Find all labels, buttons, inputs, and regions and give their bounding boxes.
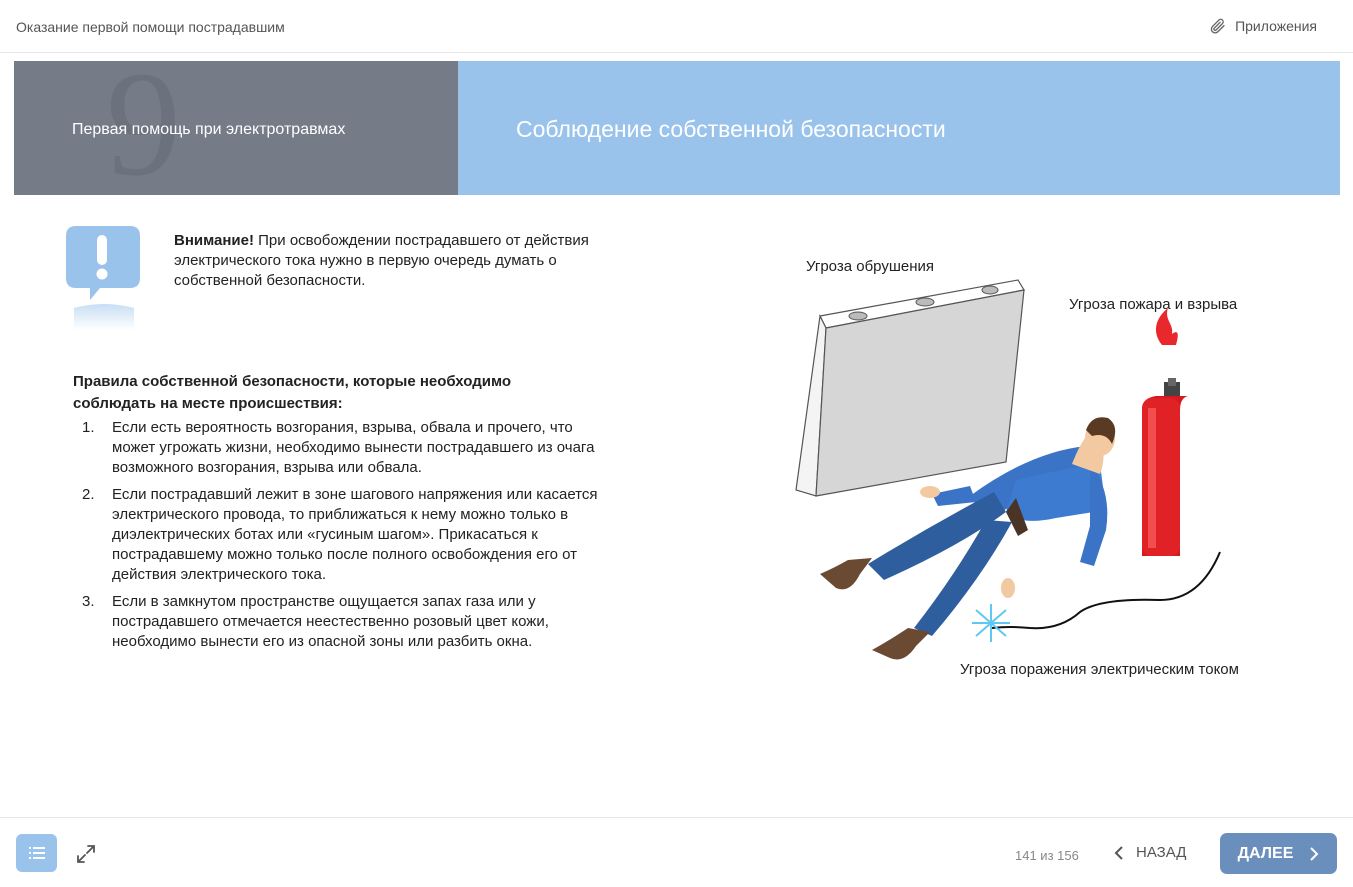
warning-bold: Внимание! [174, 232, 254, 249]
top-bar [0, 0, 1353, 53]
gas-cylinder [1142, 308, 1188, 556]
menu-button[interactable] [16, 834, 57, 872]
paperclip-icon [1209, 17, 1227, 35]
list-item-text: Если в замкнутом пространстве ощущается запах газа или у пострадавшего отмечается неестественно розовый цвет кожи, необходимо вынести его из опасной зоны или разбить окна. [112, 593, 549, 650]
label-fire-threat: Угроза пожара и взрыва [1069, 296, 1238, 313]
bottom-bar [0, 817, 1353, 887]
list-item-text: Если есть вероятность возгорания, взрыва, обвала и прочего, что может угрожать жизни, необходимо вынести пострадавшего из очага возможного возгорания, взрыва или обвала. [112, 419, 595, 476]
warning-text [174, 231, 594, 291]
list-item [73, 418, 618, 478]
course-title: Оказание первой помощи пострадавшим [16, 19, 285, 35]
safety-illustration [780, 250, 1300, 690]
fullscreen-icon[interactable] [76, 844, 96, 864]
chapter-banner [14, 61, 1340, 195]
section-panel [458, 61, 1340, 195]
attachments-button[interactable] [1209, 17, 1317, 35]
back-label: НАЗАД [1136, 844, 1187, 861]
hazard-scene [780, 250, 1300, 690]
label-electric-threat: Угроза поражения электрическим током [960, 661, 1239, 678]
back-button[interactable] [1114, 844, 1186, 861]
chapter-title: Первая помощь при электротравмах [72, 121, 346, 138]
page-counter: 141 из 156 [1015, 848, 1079, 863]
falling-slab [796, 280, 1024, 496]
next-label: ДАЛЕЕ [1237, 844, 1294, 862]
chapter-panel [14, 61, 458, 195]
list-item-number: 2. [82, 486, 95, 503]
next-button[interactable] [1220, 833, 1337, 874]
spark-icon [972, 604, 1010, 642]
section-title: Соблюдение собственной безопасности [516, 116, 946, 142]
list-icon [27, 845, 47, 861]
list-item-number: 1. [82, 419, 95, 436]
list-item-text: Если пострадавший лежит в зоне шагового напряжения или касается электрического провода, то приближаться к нему можно только в диэлектрических ботах или «гусиным шагом». Прикасаться к пострадавшему можно только после полного освобождения его от действия электрического тока. [112, 486, 598, 583]
chevron-right-icon [1309, 846, 1319, 862]
list-item [73, 485, 618, 585]
list-item-number: 3. [82, 593, 95, 610]
rules-title: Правила собственной безопасности, которые необходимо соблюдать на месте происшествия: [73, 373, 512, 412]
exclamation-bubble-icon [64, 224, 144, 334]
warning-body: При освобождении пострадавшего от действия электрического тока нужно в первую очередь думать о собственной безопасности. [174, 232, 589, 289]
label-collapse-threat: Угроза обрушения [806, 258, 934, 275]
attachments-label: Приложения [1235, 18, 1317, 34]
list-item [73, 592, 618, 652]
chapter-number: 9 [106, 61, 181, 195]
rules-list [73, 418, 618, 659]
chevron-left-icon [1114, 845, 1124, 861]
